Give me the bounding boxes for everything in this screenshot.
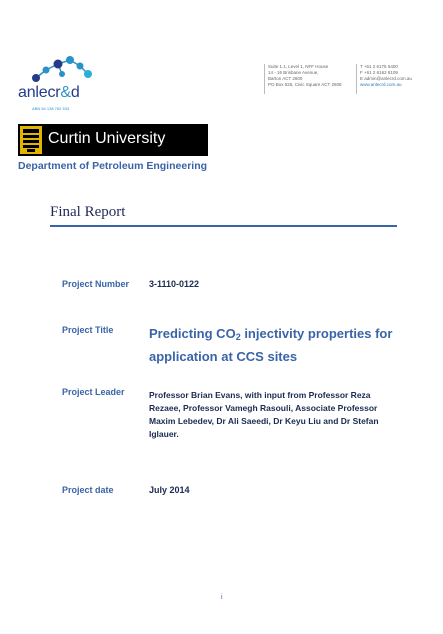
project-leader-value: Professor Brian Evans, with input from Professor Reza Rezaee, Professor Vamegh Rasouli, Associate Professor Maxim Lebedev, Dr Ali Saeedi, Dr Keyu Liu and Dr Stefan Iglauer. bbox=[149, 390, 379, 439]
project-title-value bbox=[149, 324, 399, 366]
anlec-word-amp: & bbox=[60, 84, 71, 101]
contact-line: F +61 2 6162 8109 bbox=[360, 70, 398, 75]
project-title-pre: Predicting CO bbox=[149, 326, 236, 341]
project-date-label: Project date bbox=[62, 485, 114, 495]
anlec-wordmark bbox=[18, 84, 80, 102]
project-title-subscript: 2 bbox=[235, 332, 241, 342]
contact-right bbox=[356, 64, 412, 94]
curtin-logo bbox=[18, 124, 208, 156]
address-left bbox=[264, 64, 341, 94]
molecule-icon bbox=[28, 54, 98, 86]
title-divider bbox=[50, 225, 397, 227]
page-number: i bbox=[221, 594, 223, 601]
anlec-word-end: d bbox=[70, 84, 80, 101]
contact-line: T +61 2 6175 6400 bbox=[360, 64, 398, 69]
address-line: PO Box 526, Civic Square ACT 2608 bbox=[268, 82, 342, 87]
project-number-label: Project Number bbox=[62, 279, 130, 289]
anlec-abn: ABN 64 138 762 533 bbox=[32, 106, 70, 111]
report-title: Final Report bbox=[50, 204, 126, 220]
website-link[interactable]: www.anlecrd.com.au bbox=[360, 82, 402, 87]
contact-line: E admin@anlecrd.com.au bbox=[360, 76, 412, 81]
curtin-name: Curtin University bbox=[48, 130, 166, 147]
curtin-crest-icon bbox=[20, 126, 42, 154]
department-name: Department of Petroleum Engineering bbox=[18, 160, 208, 172]
anlec-word-main: anlecr bbox=[18, 84, 61, 101]
project-title-label: Project Title bbox=[62, 325, 114, 335]
anlec-logo bbox=[14, 54, 104, 118]
address-block bbox=[258, 64, 438, 94]
project-number-value: 3-1110-0122 bbox=[149, 279, 200, 289]
project-title-post: injectivity properties for application at CCS sites bbox=[149, 326, 393, 364]
project-leader-label: Project Leader bbox=[62, 387, 125, 397]
address-line: Barton ACT 2600 bbox=[268, 76, 303, 81]
address-line: Suite 1.1, Level 1, NFF House bbox=[268, 64, 329, 69]
address-line: 14 - 16 Brisbane Avenue, bbox=[268, 70, 319, 75]
project-date-value: July 2014 bbox=[149, 485, 190, 495]
